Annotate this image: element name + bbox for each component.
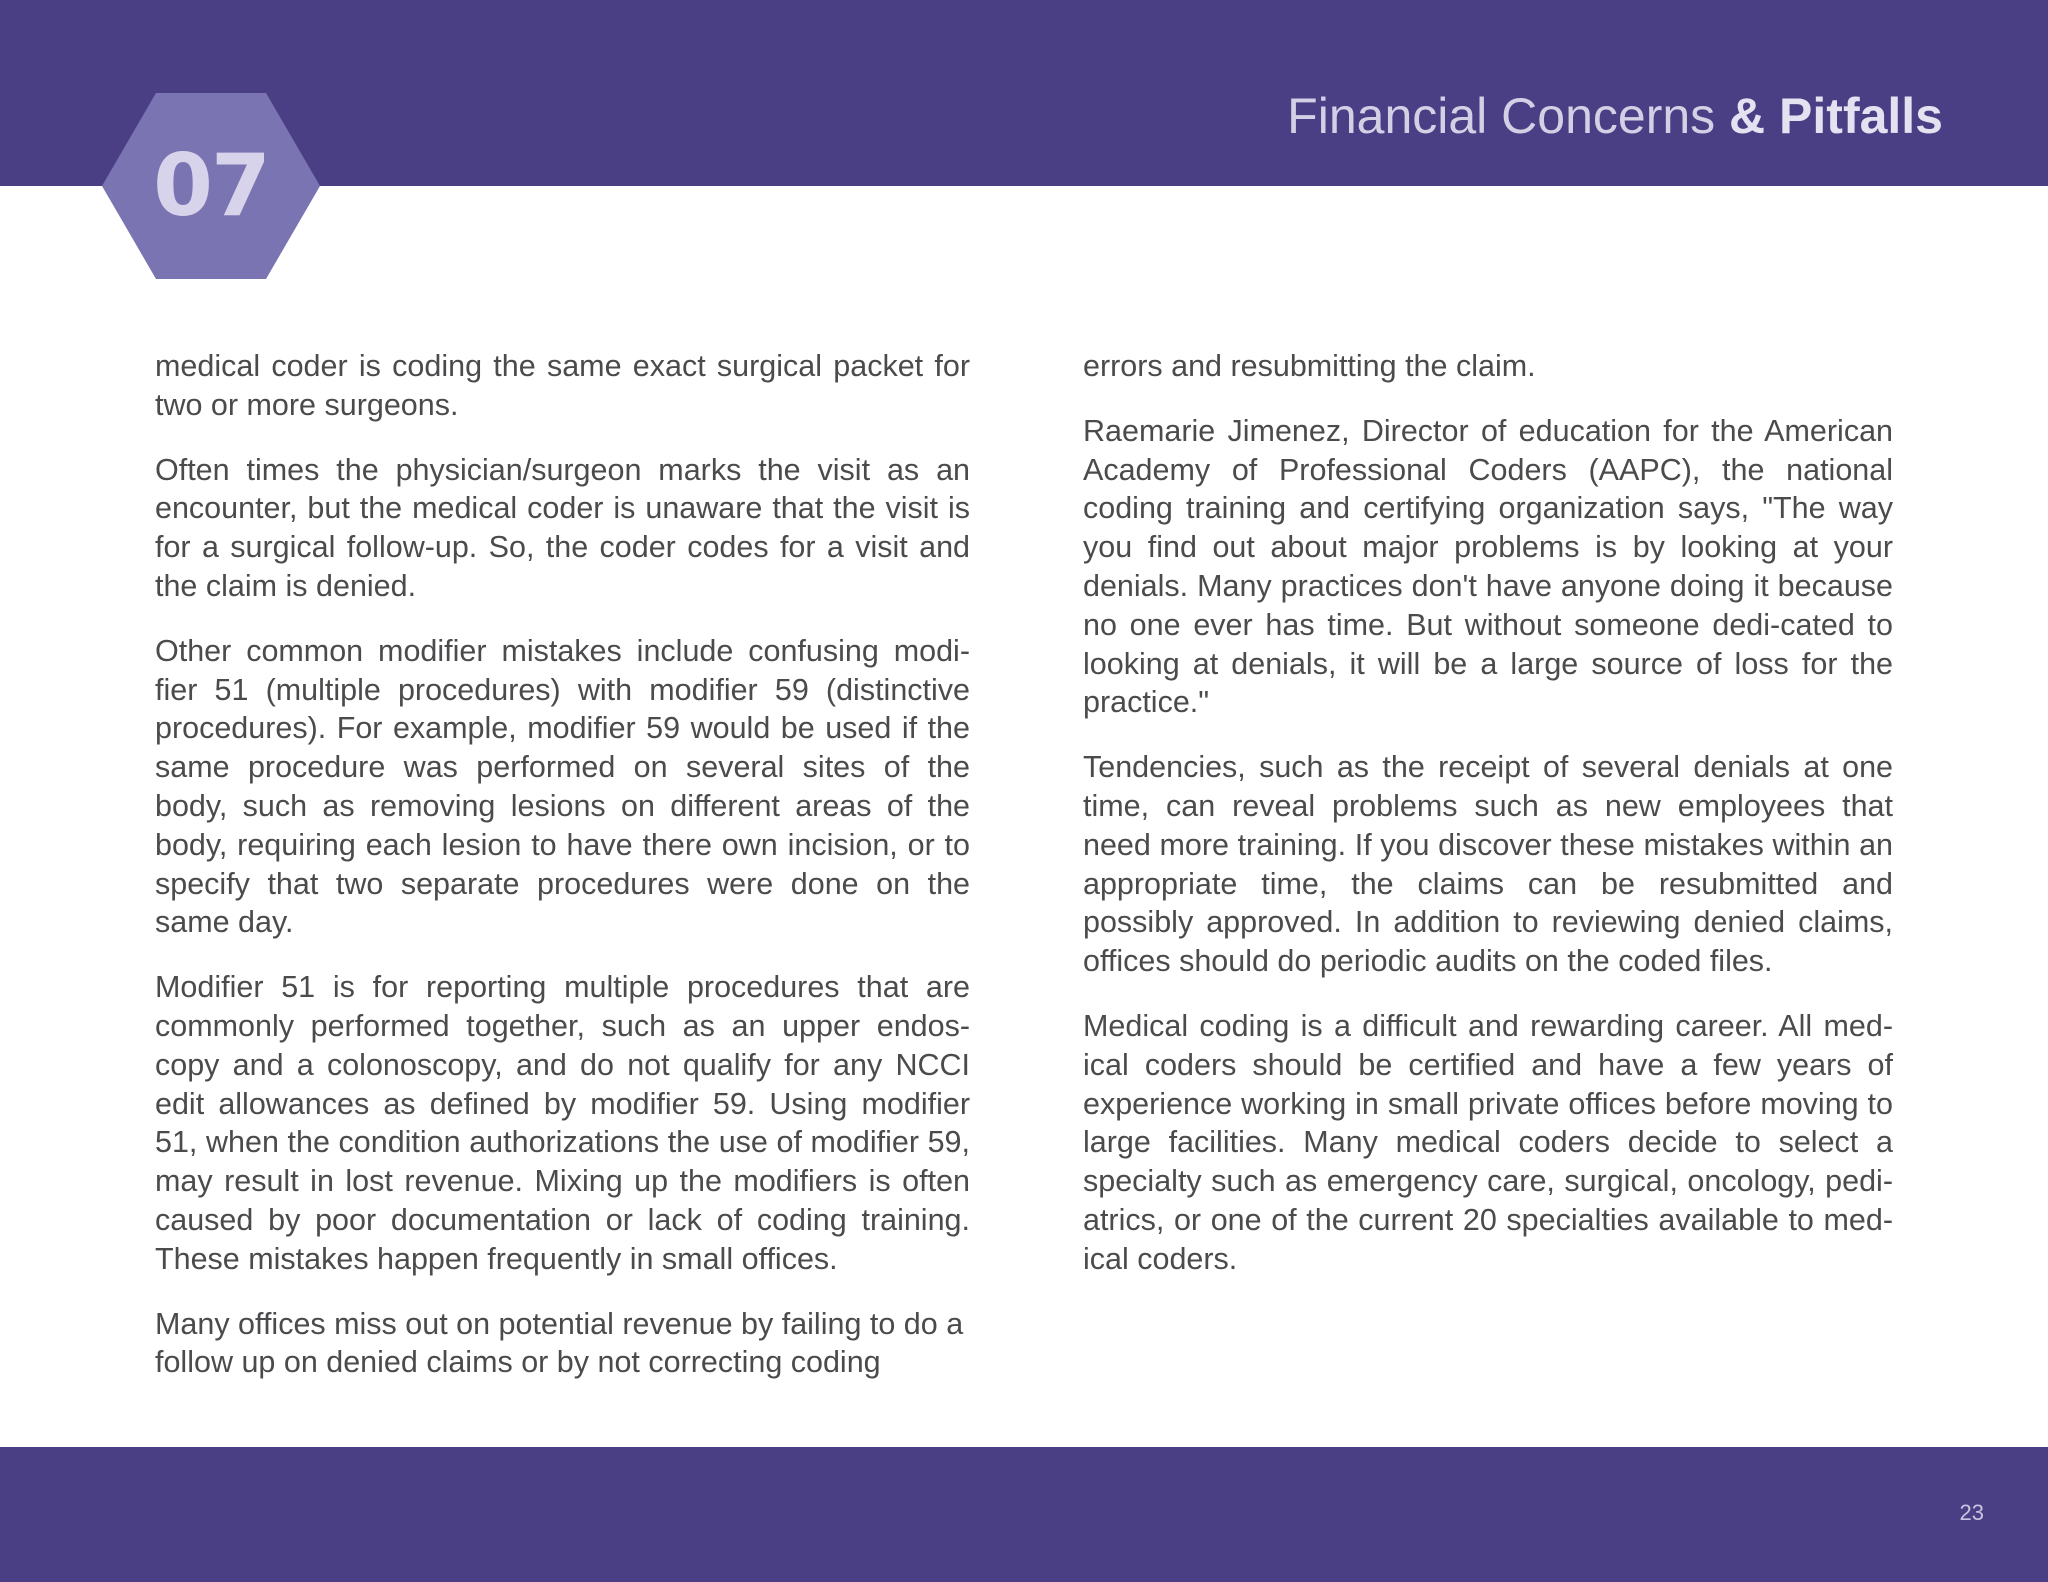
paragraph: errors and resubmitting the claim. [1083,349,1536,383]
section-title [1287,86,1943,146]
paragraph: Often times the physician/surgeon marks the visit as an encounter, but the medical coder is unaware that the visit is for a surgical follow-up. So, the coder codes for a visit and the claim is denied. [155,452,970,603]
section-title-bold: & Pitfalls [1729,88,1943,144]
page-number: 23 [1959,1500,1984,1525]
paragraph: Modifier 51 is for reporting multiple procedures that are commonly performed together, such as an upper endos-copy and a colonoscopy, and do not qualify for any NCCI edit allowances as defined by modifier 59. Using modifier 51, when the condition authorizations the use of modifier 59, may result in lost revenue. Mixing up the modifiers is often caused by poor documentation or lack of coding training. These mistakes happen frequently in small offices. [155,970,970,1276]
paragraph: Many offices miss out on potential revenue by failing to do a follow up on denied claims or by not correcting coding [155,1306,964,1380]
section-title-light: Financial Concerns [1287,88,1730,144]
paragraph: Medical coding is a difficult and rewarding career. All med-ical coders should be certified and have a few years of experience working in small private offices before moving to large facilities. Many medical coders decide to select a specialty such as emergency care, surgical, oncology, pedi-atrics, or one of the current 20 specialties available to med-ical coders. [1083,1008,1893,1276]
paragraph: Other common modifier mistakes include confusing modi-fier 51 (multiple procedures) with modifier 59 (distinctive procedures). For example, modifier 59 would be used if the same procedure was performed on several sites of the body, such as removing lesions on different areas of the body, requiring each lesion to have there own incision, or to specify that two separate procedures were done on the same day. [155,633,970,940]
paragraph: Tendencies, such as the receipt of several denials at one time, can reveal problems such as new employees that need more training. If you discover these mistakes within an appropriate time, the claims can be resubmitted and possibly approved. In addition to reviewing denied claims, offices should do periodic audits on the coded files. [1083,750,1893,979]
paragraph: medical coder is coding the same exact surgical packet for two or more surgeons. [155,349,970,422]
chapter-number: 07 [153,136,269,236]
right-text-column [1083,347,1893,1305]
footer-band [0,1447,2048,1582]
left-text-column [155,347,970,1408]
paragraph: Raemarie Jimenez, Director of education for the American Academy of Professional Coders (AAPC), the national coding training and certifying organization says, "The way you find out about major problems is by looking at your denials. Many practices don't have anyone doing it because no one ever has time. But without someone dedi-cated to looking at denials, it will be a large source of loss for the practice." [1083,413,1893,720]
